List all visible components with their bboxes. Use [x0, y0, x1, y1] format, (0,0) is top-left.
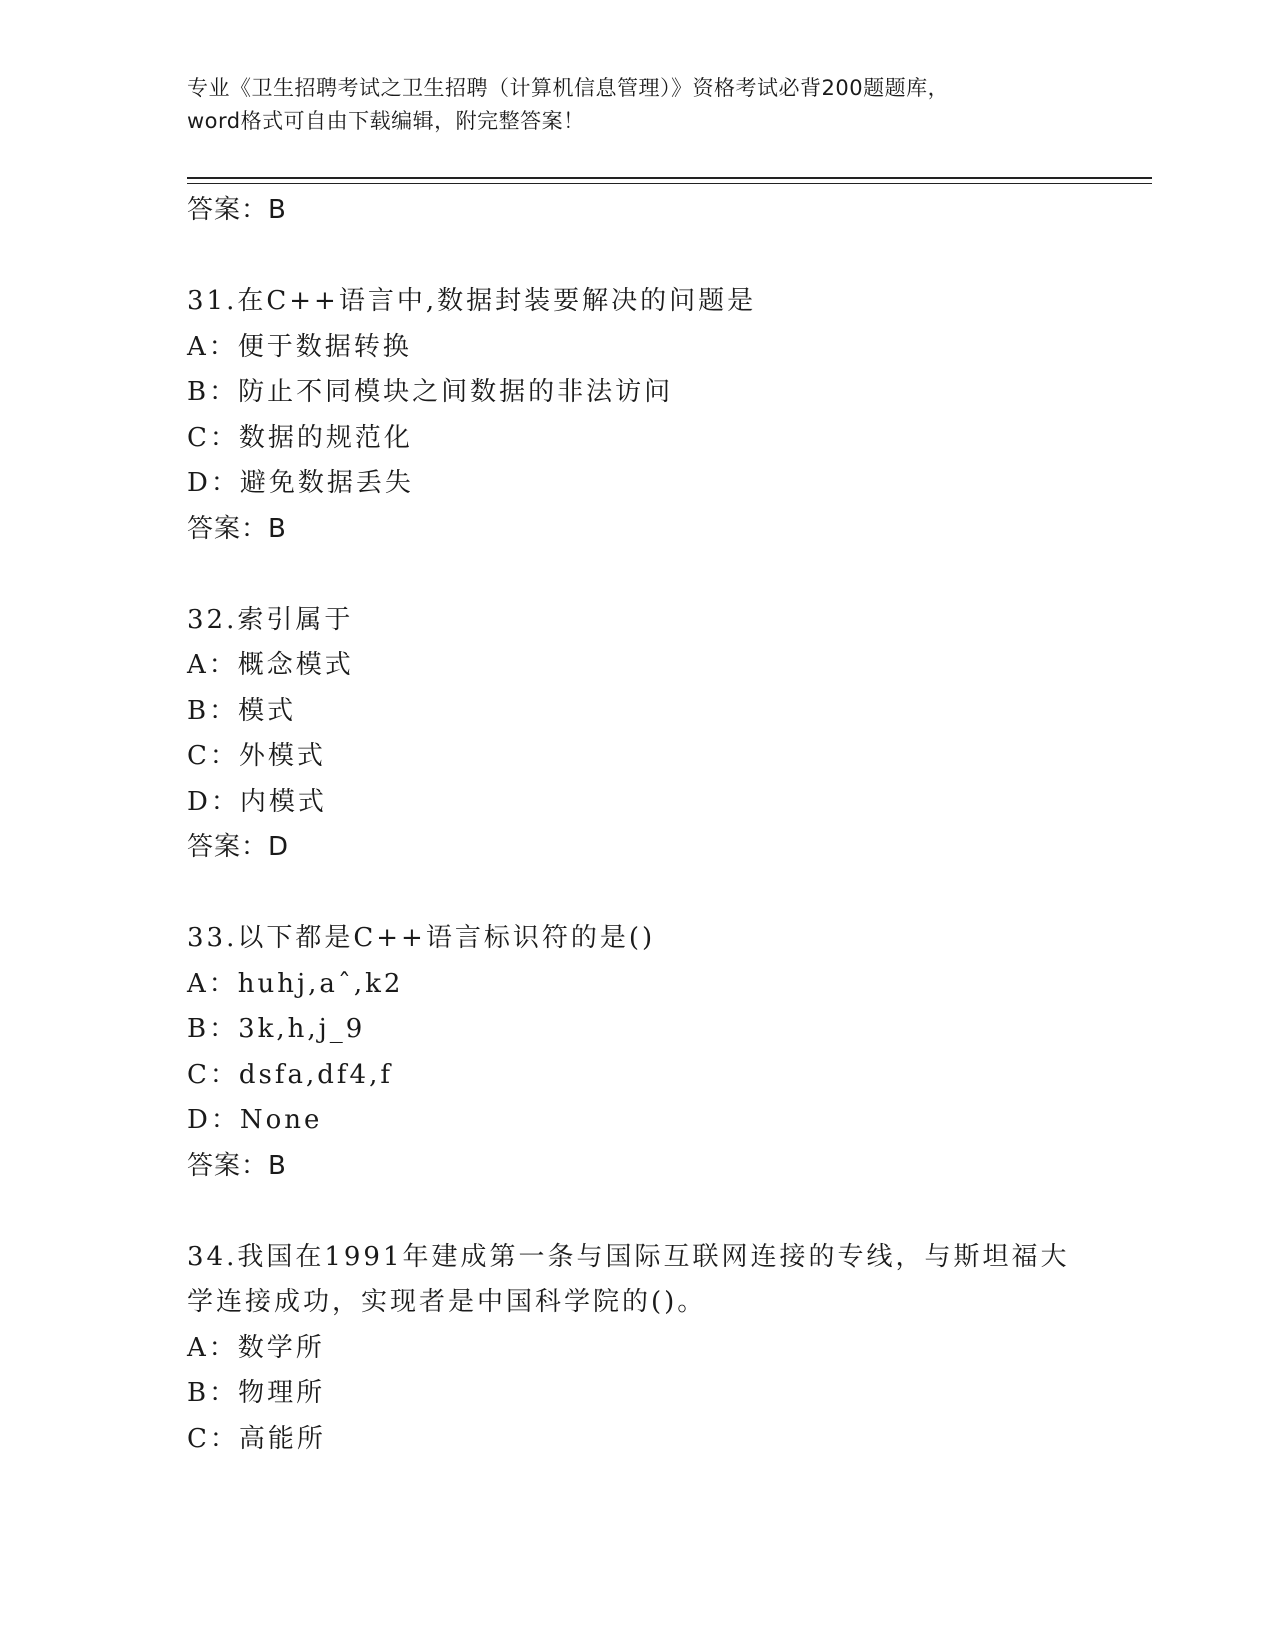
question-32: [187, 598, 1087, 871]
question-stem: 31.在C++语言中,数据封装要解决的问题是: [187, 286, 757, 316]
answer-line: 答案：B: [187, 195, 287, 225]
option-c: C：高能所: [187, 1423, 326, 1454]
header-line-1: 专业《卫生招聘考试之卫生招聘（计算机信息管理）》资格考试必背200题题库，: [187, 76, 950, 100]
option-b: B：模式: [187, 695, 297, 726]
header-divider-thin: [187, 183, 1152, 184]
question-34: [187, 1235, 1087, 1463]
option-d: D：避免数据丢失: [187, 468, 414, 498]
option-b: B：3k,h,j_9: [187, 1014, 366, 1044]
header-divider-thick: [187, 177, 1152, 179]
spacer: [187, 234, 1087, 280]
spacer: [187, 552, 1087, 598]
question-33: [187, 916, 1087, 1189]
question-stem: 34.我国在1991年建成第一条与国际互联网连接的专线，与斯坦福大: [187, 1241, 1070, 1272]
option-d: D：None: [187, 1105, 323, 1135]
option-a: A：huhj,aˆ,k2: [187, 968, 404, 999]
answer-line: 答案：B: [187, 513, 287, 544]
option-a: A：概念模式: [187, 650, 354, 680]
question-stem-continued: 学连接成功，实现者是中国科学院的()。: [187, 1287, 707, 1317]
answer-line: 答案：D: [187, 832, 290, 862]
option-a: A：便于数据转换: [187, 331, 412, 362]
answer-line: 答案：B: [187, 1150, 287, 1181]
option-a: A：数学所: [187, 1332, 325, 1363]
option-b: B：物理所: [187, 1378, 326, 1408]
option-c: C：dsfa,df4,f: [187, 1059, 393, 1090]
question-stem: 33.以下都是C++语言标识符的是(): [187, 923, 656, 953]
option-b: B：防止不同模块之间数据的非法访问: [187, 377, 674, 407]
header-line-2: word格式可自由下载编辑，附完整答案！: [187, 109, 585, 133]
spacer: [187, 1189, 1087, 1235]
option-d: D：内模式: [187, 786, 327, 817]
option-c: C：数据的规范化: [187, 422, 413, 453]
question-31: [187, 279, 1087, 552]
question-list: [187, 188, 1087, 1462]
spacer: [187, 871, 1087, 917]
question-stem: 32.索引属于: [187, 604, 354, 635]
option-c: C：外模式: [187, 741, 326, 771]
page-header: [187, 72, 1087, 138]
